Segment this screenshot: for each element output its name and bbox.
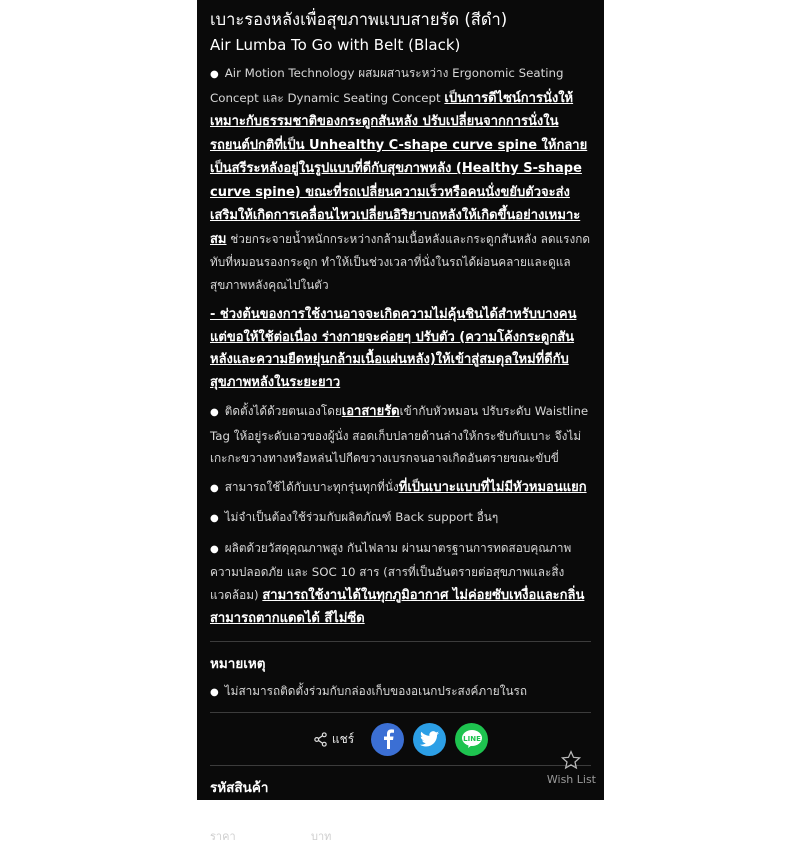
description-highlight: เป็นการดีไซน์การนั่งให้เหมาะกับธรรมชาติของกระดูกสันหลัง ปรับเปลี่ยนจากการนั่งในรถยนต์ปกติที่เป็น Unhealthy C-shape curve spine ให้กลายเป็นสรีระหลังอยู่ในรูปแบบที่ดีกับสุขภาพหลัง (Healthy S-shape curve spine) ขณะที่รถเปลี่ยนความเร็วหรือคนนั่งขยับตัวจะส่งเสริมให้เกิดการเคลื่อนไหวเปลี่ยนอิริยาบถหลังให้เกิดขึ้นอย่างเหมาะสม [210, 90, 588, 247]
description-intro: Air Motion Technology ผสมผสานระหว่าง Ergonomic Seating Concept และ Dynamic Seating Concept [210, 66, 564, 105]
price-row [210, 827, 591, 845]
product-title-english: Air Lumba To Go with Belt (Black) [210, 36, 461, 54]
description-paragraph-2 [210, 400, 591, 470]
facebook-share-button[interactable] [371, 723, 404, 756]
note-item [210, 680, 591, 705]
wishlist-label: Wish List [546, 773, 596, 786]
standalone-text: ไม่จำเป็นต้องใช้ร่วมกับผลิตภัณฑ์ Back support อื่นๆ [224, 510, 499, 524]
usage-caution: - ช่วงต้นของการใช้งานอาจจะเกิดความไม่คุ้นชินได้สำหรับบางคน แต่ขอให้ใช้ต่อเนื่อง ร่างกายจะค่อยๆ ปรับตัว (ความโค้งกระดูกสันหลังและความยืดหยุ่นกล้ามเนื้อแผ่นหลัง)ให้เข้าสู่สมดุลใหม่ที่ดีกับสุขภาพหลังในระยะยาว [210, 307, 577, 390]
line-share-button[interactable] [455, 723, 488, 756]
share-row [197, 713, 604, 765]
price-value: 3,990.00 [242, 828, 305, 844]
bullet-icon [210, 66, 225, 80]
share-label: แชร์ [331, 731, 355, 746]
material-highlight: สามารถใช้งานได้ในทุกภูมิอากาศ ไม่ค่อยซับเหงื่อและกลิ่น สามารถตากแดดได้ สีไม่ซีด [210, 587, 585, 626]
bullet-icon [210, 510, 225, 524]
bullet-icon [210, 480, 225, 494]
notes-heading: หมายเหตุ [210, 655, 266, 672]
description-paragraph-1 [210, 62, 591, 296]
wishlist-button[interactable] [547, 750, 596, 786]
install-highlight: เอาสายรัด [341, 404, 400, 419]
bullet-icon [210, 684, 225, 698]
facebook-icon [380, 729, 396, 749]
bullet-icon [210, 541, 225, 555]
product-code-heading: รหัสสินค้า [210, 780, 269, 796]
share-icon [313, 732, 328, 747]
compat-text: สามารถใช้ได้กับเบาะทุกรุ่นทุกที่นั่ง [224, 479, 399, 494]
price-currency: บาท [310, 830, 332, 843]
line-icon [461, 729, 483, 749]
svg-text:LINE: LINE [462, 735, 481, 743]
share-button[interactable] [313, 730, 354, 749]
install-text: ติดตั้งได้ด้วยตนเองโดย [224, 404, 342, 418]
product-detail-panel [197, 0, 604, 844]
description-tail: ช่วยกระจายน้ำหนักกระหว่างกล้ามเนื้อหลังและกระดูกสันหลัง ลดแรงกดทับที่หมอนรองกระดูก ทำให้เป็นช่วงเวลาที่นั่งในรถได้ผ่อนคลายและดูแลสุขภาพหลังคุณไปในตัว [210, 231, 591, 292]
description-paragraph-4 [210, 506, 591, 531]
description-paragraph-5 [210, 537, 591, 631]
star-icon [561, 750, 581, 770]
product-title-thai: เบาะรองหลังเพื่อสุขภาพแบบสายรัด (สีดำ) [210, 10, 508, 29]
note-item-text: ไม่สามารถติดตั้งร่วมกับกล่องเก็บของอเนกประสงค์ภายในรถ [224, 683, 528, 698]
divider [210, 641, 591, 642]
twitter-icon [420, 731, 439, 747]
material-text: ผลิตด้วยวัสดุคุณภาพสูง กันไฟลาม ผ่านมาตรฐานการทดสอบคุณภาพความปลอดภัย และ SOC 10 สาร (สารที่เป็นอันตรายต่อสุขภาพและสิ่งแวดล้อม) [210, 540, 572, 602]
price-label: ราคา [210, 830, 236, 843]
product-code: PC229-0K005 [210, 806, 299, 821]
divider [210, 765, 591, 766]
install-text-tail: เข้ากับหัวหมอน ปรับระดับ Waistline Tag ให้อยู่ระดับเอวของผู้นั่ง สอดเก็บปลายด้านล่างให้กระชับกับเบาะ จึงไม่เกะกะขวางทางหรือหล่นไปกีดขวางเบรกจนอาจเกิดอันตรายขณะขับขี่ [210, 404, 589, 465]
bullet-icon [210, 404, 225, 418]
compat-highlight: ที่เป็นเบาะแบบที่ไม่มีหัวหมอนแยก [398, 479, 587, 495]
twitter-share-button[interactable] [413, 723, 446, 756]
description-paragraph-3 [210, 476, 591, 501]
